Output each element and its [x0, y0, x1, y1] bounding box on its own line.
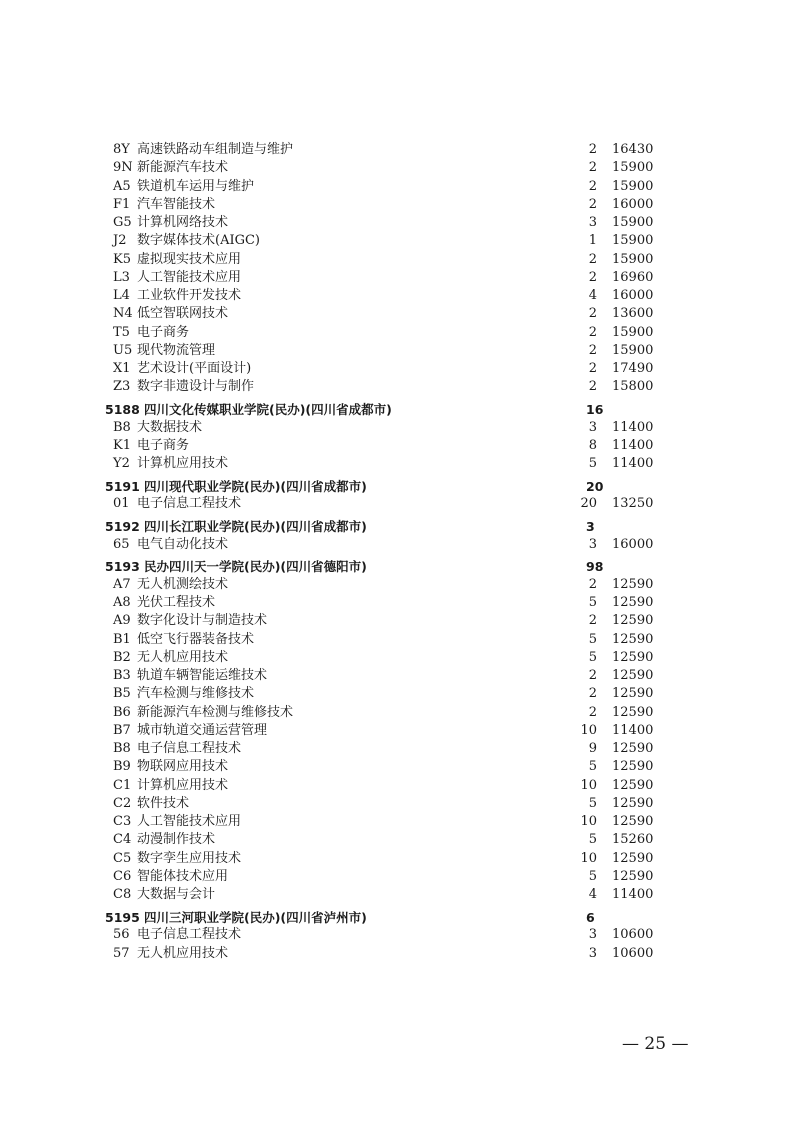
major-row — [0, 594, 800, 612]
major-code: C8 — [113, 887, 132, 902]
major-code: Y2 — [113, 456, 130, 471]
school-code: 5188 — [105, 402, 140, 417]
major-row — [0, 269, 800, 287]
major-row — [0, 758, 800, 776]
major-code: B7 — [113, 723, 131, 738]
tuition-fee: 12590 — [612, 632, 654, 647]
major-code: U5 — [113, 343, 133, 358]
major-row — [0, 251, 800, 269]
tuition-fee: 12590 — [612, 851, 654, 866]
major-name: 电子信息工程技术 — [137, 927, 242, 942]
major-name: 数字孪生应用技术 — [137, 851, 242, 866]
major-name: 汽车智能技术 — [137, 197, 216, 212]
tuition-fee: 15900 — [612, 252, 654, 267]
plan-count: 5 — [588, 832, 597, 847]
plan-count: 5 — [588, 595, 597, 610]
plan-count: 10 — [580, 851, 597, 866]
tuition-fee: 12590 — [612, 613, 654, 628]
major-name: 大数据与会计 — [137, 887, 216, 902]
tuition-fee: 16960 — [612, 270, 654, 285]
major-code: B1 — [113, 632, 131, 647]
major-name: 电子商务 — [137, 325, 190, 340]
major-code: B6 — [113, 705, 131, 720]
major-code: C2 — [113, 796, 132, 811]
tuition-fee: 15900 — [612, 343, 654, 358]
major-code: 57 — [113, 946, 130, 961]
major-name: 数字媒体技术(AIGC) — [137, 233, 260, 248]
major-code: A7 — [113, 577, 131, 592]
major-row — [0, 685, 800, 703]
major-name: 计算机网络技术 — [137, 215, 229, 230]
major-name: 艺术设计(平面设计) — [137, 361, 252, 376]
major-code: B9 — [113, 759, 131, 774]
major-code: F1 — [113, 197, 131, 212]
major-code: J2 — [113, 233, 127, 248]
major-row — [0, 795, 800, 813]
major-row — [0, 740, 800, 758]
school-row — [0, 401, 800, 419]
major-name: 光伏工程技术 — [137, 595, 216, 610]
major-name: 高速铁路动车组制造与维护 — [137, 142, 294, 157]
major-row — [0, 455, 800, 473]
tuition-fee: 12590 — [612, 686, 654, 701]
plan-count: 10 — [580, 814, 597, 829]
major-name: 无人机应用技术 — [137, 946, 229, 961]
tuition-fee: 12590 — [612, 796, 654, 811]
major-name: 城市轨道交通运营管理 — [137, 723, 268, 738]
major-code: B8 — [113, 741, 131, 756]
major-row — [0, 813, 800, 831]
plan-count: 2 — [588, 577, 597, 592]
major-row — [0, 360, 800, 378]
major-row — [0, 886, 800, 904]
major-name: 现代物流管理 — [137, 343, 216, 358]
major-code: K5 — [113, 252, 131, 267]
school-name: 四川现代职业学院(民办)(四川省成都市) — [144, 479, 367, 494]
plan-count: 2 — [588, 306, 597, 321]
tuition-fee: 12590 — [612, 759, 654, 774]
plan-count: 5 — [588, 632, 597, 647]
tuition-fee: 15900 — [612, 233, 654, 248]
tuition-fee: 15900 — [612, 160, 654, 175]
tuition-fee: 11400 — [612, 438, 654, 453]
school-name: 四川三河职业学院(民办)(四川省泸州市) — [144, 910, 367, 925]
major-name: 物联网应用技术 — [137, 759, 229, 774]
major-row — [0, 196, 800, 214]
tuition-fee: 16000 — [612, 537, 654, 552]
major-name: 汽车检测与维修技术 — [137, 686, 255, 701]
major-code: B2 — [113, 650, 131, 665]
plan-count: 8 — [588, 438, 597, 453]
plan-count: 4 — [588, 887, 597, 902]
plan-count: 1 — [588, 233, 597, 248]
tuition-fee: 15900 — [612, 325, 654, 340]
tuition-fee: 12590 — [612, 668, 654, 683]
plan-count: 5 — [588, 650, 597, 665]
plan-count: 98 — [586, 559, 604, 574]
plan-count: 2 — [588, 343, 597, 358]
major-name: 电子商务 — [137, 438, 190, 453]
major-code: C6 — [113, 869, 132, 884]
tuition-fee: 15900 — [612, 179, 654, 194]
school-name: 四川长江职业学院(民办)(四川省成都市) — [144, 519, 367, 534]
plan-count: 2 — [588, 197, 597, 212]
tuition-fee: 11400 — [612, 456, 654, 471]
plan-count: 20 — [580, 496, 597, 511]
major-row — [0, 305, 800, 323]
school-row — [0, 558, 800, 576]
major-name: 电子信息工程技术 — [137, 496, 242, 511]
major-row — [0, 631, 800, 649]
plan-count: 6 — [586, 910, 595, 925]
school-code: 5192 — [105, 519, 140, 534]
major-code: K1 — [113, 438, 131, 453]
major-name: 低空智联网技术 — [137, 306, 229, 321]
major-name: 数字非遗设计与制作 — [137, 379, 255, 394]
major-row — [0, 324, 800, 342]
major-row — [0, 777, 800, 795]
school-code: 5195 — [105, 910, 140, 925]
major-row — [0, 667, 800, 685]
school-row — [0, 909, 800, 927]
plan-count: 2 — [588, 379, 597, 394]
plan-count: 2 — [588, 142, 597, 157]
plan-count: 16 — [586, 402, 604, 417]
major-row — [0, 287, 800, 305]
major-row — [0, 722, 800, 740]
plan-count: 2 — [588, 160, 597, 175]
major-row — [0, 649, 800, 667]
major-code: A8 — [113, 595, 131, 610]
major-code: Z3 — [113, 379, 131, 394]
major-name: 软件技术 — [137, 796, 190, 811]
major-name: 数字化设计与制造技术 — [137, 613, 268, 628]
major-row — [0, 612, 800, 630]
major-row — [0, 178, 800, 196]
major-code: G5 — [113, 215, 132, 230]
major-row — [0, 926, 800, 944]
school-name: 四川文化传媒职业学院(民办)(四川省成都市) — [144, 402, 392, 417]
school-row — [0, 518, 800, 536]
major-code: A5 — [113, 179, 131, 194]
school-row — [0, 478, 800, 496]
major-code: 65 — [113, 537, 130, 552]
major-code: C4 — [113, 832, 132, 847]
major-code: C3 — [113, 814, 132, 829]
major-name: 计算机应用技术 — [137, 456, 229, 471]
major-name: 智能体技术应用 — [137, 869, 229, 884]
major-name: 新能源汽车技术 — [137, 160, 229, 175]
major-name: 动漫制作技术 — [137, 832, 216, 847]
tuition-fee: 12590 — [612, 814, 654, 829]
tuition-fee: 15900 — [612, 215, 654, 230]
plan-count: 2 — [588, 179, 597, 194]
plan-count: 2 — [588, 705, 597, 720]
plan-count: 5 — [588, 456, 597, 471]
tuition-fee: 12590 — [612, 741, 654, 756]
major-code: 9N — [113, 160, 133, 175]
plan-count: 20 — [586, 479, 604, 494]
tuition-fee: 16000 — [612, 197, 654, 212]
major-name: 人工智能技术应用 — [137, 814, 242, 829]
plan-count: 2 — [588, 361, 597, 376]
tuition-fee: 12590 — [612, 705, 654, 720]
major-code: A9 — [113, 613, 131, 628]
tuition-fee: 12590 — [612, 778, 654, 793]
major-name: 低空飞行器装备技术 — [137, 632, 255, 647]
plan-count: 2 — [588, 252, 597, 267]
major-row — [0, 704, 800, 722]
major-code: T5 — [113, 325, 130, 340]
plan-count: 2 — [588, 613, 597, 628]
major-row — [0, 378, 800, 396]
tuition-fee: 12590 — [612, 650, 654, 665]
plan-count: 3 — [588, 946, 597, 961]
major-name: 无人机应用技术 — [137, 650, 229, 665]
school-code: 5191 — [105, 479, 140, 494]
major-code: 8Y — [113, 142, 130, 157]
major-code: B3 — [113, 668, 131, 683]
tuition-fee: 12590 — [612, 577, 654, 592]
plan-count: 3 — [588, 215, 597, 230]
tuition-fee: 13600 — [612, 306, 654, 321]
plan-count: 2 — [588, 686, 597, 701]
page-number: — 25 — — [622, 1034, 689, 1054]
plan-count: 10 — [580, 778, 597, 793]
major-name: 电气自动化技术 — [137, 537, 229, 552]
school-code: 5193 — [105, 559, 140, 574]
tuition-fee: 11400 — [612, 723, 654, 738]
major-row — [0, 437, 800, 455]
major-row — [0, 495, 800, 513]
major-row — [0, 159, 800, 177]
major-name: 电子信息工程技术 — [137, 741, 242, 756]
plan-count: 10 — [580, 723, 597, 738]
major-row — [0, 141, 800, 159]
major-row — [0, 576, 800, 594]
major-row — [0, 214, 800, 232]
major-row — [0, 342, 800, 360]
major-name: 大数据技术 — [137, 420, 203, 435]
tuition-fee: 16430 — [612, 142, 654, 157]
major-code: 01 — [113, 496, 130, 511]
major-row — [0, 536, 800, 554]
major-name: 人工智能技术应用 — [137, 270, 242, 285]
tuition-fee: 15800 — [612, 379, 654, 394]
major-code: C1 — [113, 778, 132, 793]
major-row — [0, 232, 800, 250]
plan-count: 5 — [588, 869, 597, 884]
school-name: 民办四川天一学院(民办)(四川省德阳市) — [144, 559, 367, 574]
major-code: N4 — [113, 306, 133, 321]
plan-count: 4 — [588, 288, 597, 303]
plan-count: 5 — [588, 796, 597, 811]
tuition-fee: 16000 — [612, 288, 654, 303]
tuition-fee: 12590 — [612, 595, 654, 610]
tuition-fee: 10600 — [612, 927, 654, 942]
major-name: 计算机应用技术 — [137, 778, 229, 793]
plan-count: 3 — [588, 927, 597, 942]
major-code: 56 — [113, 927, 130, 942]
tuition-fee: 12590 — [612, 869, 654, 884]
tuition-fee: 17490 — [612, 361, 654, 376]
major-name: 工业软件开发技术 — [137, 288, 242, 303]
major-code: L4 — [113, 288, 130, 303]
tuition-fee: 11400 — [612, 887, 654, 902]
major-name: 无人机测绘技术 — [137, 577, 229, 592]
major-code: L3 — [113, 270, 130, 285]
major-code: X1 — [113, 361, 131, 376]
tuition-fee: 15260 — [612, 832, 654, 847]
plan-count: 2 — [588, 668, 597, 683]
tuition-fee: 11400 — [612, 420, 654, 435]
plan-count: 3 — [588, 420, 597, 435]
plan-count: 9 — [588, 741, 597, 756]
major-row — [0, 945, 800, 963]
major-name: 新能源汽车检测与维修技术 — [137, 705, 294, 720]
plan-count: 3 — [588, 537, 597, 552]
plan-count: 2 — [588, 325, 597, 340]
major-name: 轨道车辆智能运维技术 — [137, 668, 268, 683]
major-row — [0, 419, 800, 437]
major-row — [0, 850, 800, 868]
plan-count: 2 — [588, 270, 597, 285]
major-code: B5 — [113, 686, 131, 701]
tuition-fee: 10600 — [612, 946, 654, 961]
major-code: B8 — [113, 420, 131, 435]
major-row — [0, 831, 800, 849]
tuition-fee: 13250 — [612, 496, 654, 511]
plan-count: 5 — [588, 759, 597, 774]
plan-count: 3 — [586, 519, 595, 534]
major-name: 铁道机车运用与维护 — [137, 179, 255, 194]
major-name: 虚拟现实技术应用 — [137, 252, 242, 267]
major-row — [0, 868, 800, 886]
major-code: C5 — [113, 851, 132, 866]
